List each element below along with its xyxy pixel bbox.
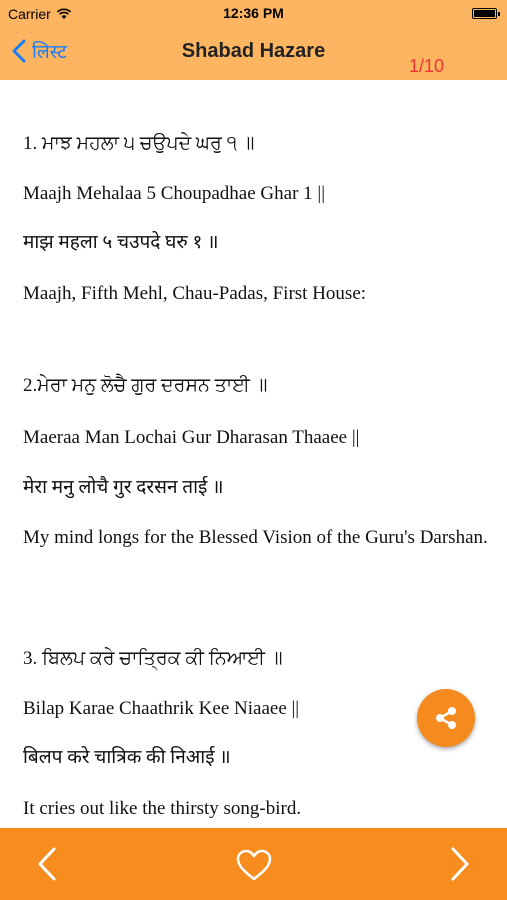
bottom-toolbar [0,828,507,900]
status-time: 12:36 PM [223,5,284,21]
previous-button[interactable] [36,846,58,887]
status-bar [0,0,507,28]
header [0,0,507,80]
favorite-button[interactable] [235,848,273,887]
verse-3-transliteration: Bilap Karae Chaathrik Kee Niaaee || [23,698,300,719]
chevron-left-icon [36,846,58,882]
carrier-label: Carrier [8,6,51,22]
verse-1-gurmukhi: 1. ਮਾਝ ਮਹਲਾ ੫ ਚਉਪਦੇ ਘਰੁ ੧ ॥ [23,133,255,154]
verse-2-gurmukhi: 2.ਮੇਰਾ ਮਨੁ ਲੋਚੈ ਗੁਰ ਦਰਸਨ ਤਾਈ ॥ [23,375,268,396]
heart-icon [235,848,273,882]
share-icon [432,704,460,732]
battery-icon [472,8,497,19]
chevron-right-icon [449,846,471,882]
nav-bar [0,28,507,80]
next-button[interactable] [449,846,471,887]
share-button[interactable] [417,689,475,747]
verse-1-devanagari: माझ महला ५ चउपदे घरु १ ॥ [23,232,219,253]
verse-2-devanagari: मेरा मनु लोचै गुर दरसन ताई ॥ [23,477,224,498]
verse-1-translation: Maajh, Fifth Mehl, Chau-Padas, First House: [23,283,367,304]
verse-3-gurmukhi: 3. ਬਿਲਪ ਕਰੇ ਚਾਤ੍ਰਿਕ ਕੀ ਨਿਆਈ ॥ [23,648,283,669]
verse-1-transliteration: Maajh Mehalaa 5 Choupadhae Ghar 1 || [23,183,326,204]
page-title: Shabad Hazare [181,40,326,62]
verse-2-translation: My mind longs for the Blessed Vision of the Guru's Darshan. [23,527,488,548]
back-button-label: लिस्ट [32,42,67,63]
page-counter: 1/10 [408,56,444,76]
verse-3-devanagari: बिलप करे चात्रिक की निआई ॥ [23,747,231,768]
verse-3-translation: It cries out like the thirsty song-bird. [23,798,302,819]
verse-2-transliteration: Maeraa Man Lochai Gur Dharasan Thaaee || [23,427,360,448]
